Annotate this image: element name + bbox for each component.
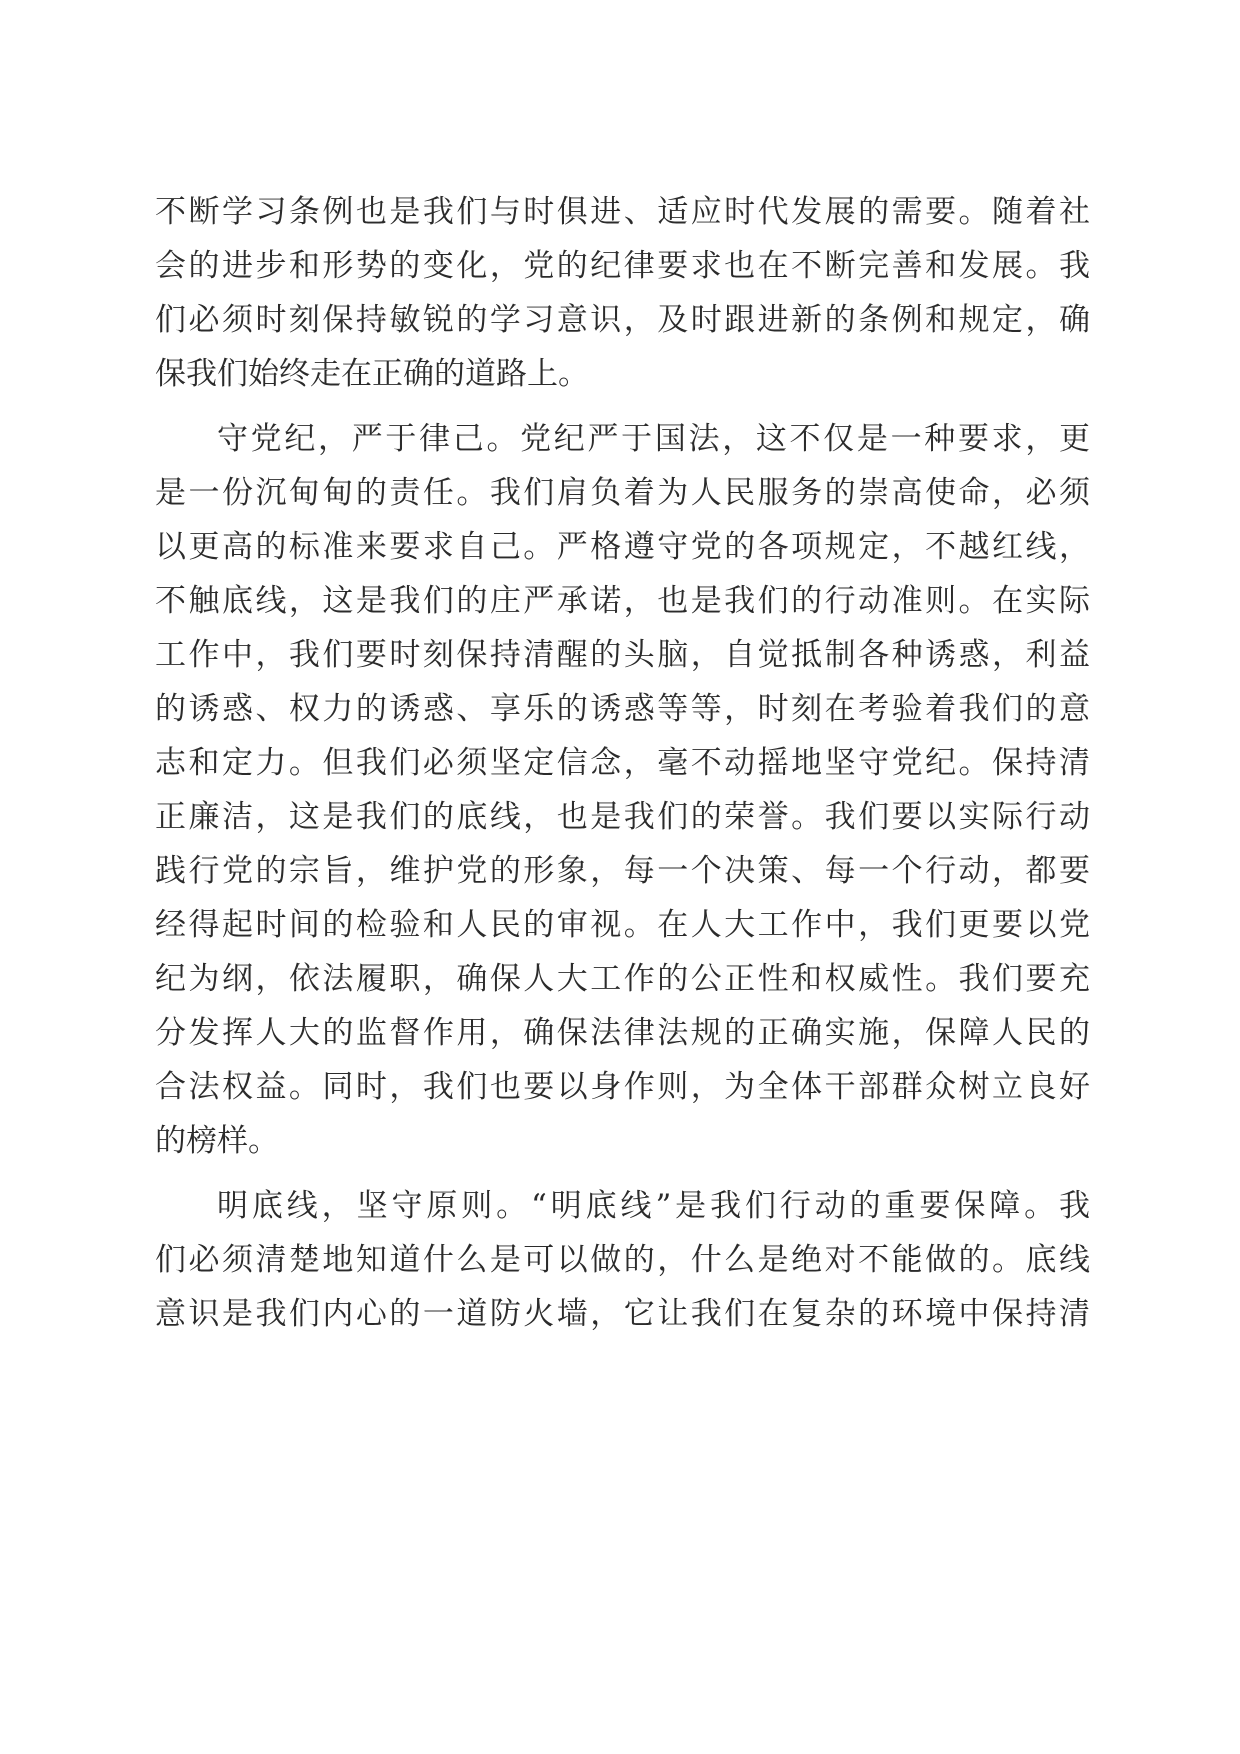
paragraph-3 <box>155 1179 1090 1341</box>
paragraph-line: 经得起时间的检验和人民的审视。在人大工作中，我们更要以党 <box>155 907 1090 943</box>
paragraph-line: 以更高的标准来要求自己。严格遵守党的各项规定，不越红线， <box>155 529 1090 565</box>
paragraph-line: 践行党的宗旨，维护党的形象，每一个决策、每一个行动，都要 <box>155 853 1090 889</box>
paragraph-line: 正廉洁，这是我们的底线，也是我们的荣誉。我们要以实际行动 <box>155 799 1090 835</box>
body-text <box>155 185 1090 1341</box>
paragraph-line: 不断学习条例也是我们与时俱进、适应时代发展的需要。随着社 <box>155 194 1090 230</box>
paragraph-line: 守党纪，严于律己。党纪严于国法，这不仅是一种要求，更 <box>217 421 1090 457</box>
paragraph-line: 们必须时刻保持敏锐的学习意识，及时跟进新的条例和规定，确 <box>155 302 1090 338</box>
paragraph-line: 们必须清楚地知道什么是可以做的，什么是绝对不能做的。底线 <box>155 1242 1090 1278</box>
paragraph-line: 会的进步和形势的变化，党的纪律要求也在不断完善和发展。我 <box>155 248 1090 284</box>
paragraph-1 <box>155 185 1090 401</box>
paragraph-line: 不触底线，这是我们的庄严承诺，也是我们的行动准则。在实际 <box>155 583 1090 619</box>
paragraph-line: 是一份沉甸甸的责任。我们肩负着为人民服务的崇高使命，必须 <box>155 475 1090 511</box>
paragraph-line: 明底线，坚守原则。“明底线”是我们行动的重要保障。我 <box>217 1188 1090 1224</box>
paragraph-line: 分发挥人大的监督作用，确保法律法规的正确实施，保障人民的 <box>155 1015 1090 1051</box>
paragraph-line: 志和定力。但我们必须坚定信念，毫不动摇地坚守党纪。保持清 <box>155 745 1090 781</box>
paragraph-spacer <box>155 401 1090 412</box>
paragraph-line: 的诱惑、权力的诱惑、享乐的诱惑等等，时刻在考验着我们的意 <box>155 691 1090 727</box>
paragraph-spacer <box>155 1168 1090 1179</box>
paragraph-2 <box>155 412 1090 1168</box>
paragraph-line: 纪为纲，依法履职，确保人大工作的公正性和权威性。我们要充 <box>155 961 1090 997</box>
paragraph-line: 保我们始终走在正确的道路上。 <box>155 356 589 392</box>
paragraph-line: 的榜样。 <box>155 1123 279 1159</box>
paragraph-line: 意识是我们内心的一道防火墙，它让我们在复杂的环境中保持清 <box>155 1296 1090 1332</box>
paragraph-line: 工作中，我们要时刻保持清醒的头脑，自觉抵制各种诱惑，利益 <box>155 637 1090 673</box>
paragraph-line: 合法权益。同时，我们也要以身作则，为全体干部群众树立良好 <box>155 1069 1090 1105</box>
